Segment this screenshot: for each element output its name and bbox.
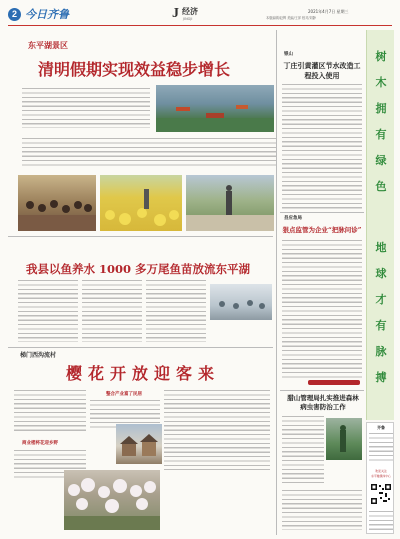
- sidebar-line-1: 欢迎关注: [374, 469, 387, 473]
- masthead-rule: [8, 25, 392, 26]
- sidebar-title: 齐鲁: [377, 425, 385, 430]
- cherry-photo: [64, 470, 160, 530]
- sidebar-box: [366, 422, 394, 534]
- editor-line: 本版编辑/赵辉 美编/王萍 校对/刘静: [266, 16, 316, 20]
- right-top-headline: 丁庄引黄灌区节水改造工程投入使用: [283, 61, 361, 80]
- fish-headline: 我县以鱼养水 1000 多万尾鱼苗放流东平湖: [26, 262, 251, 276]
- fish-body-col-3: [146, 280, 206, 342]
- lead-headline: 清明假期实现效益稳步增长: [38, 60, 231, 79]
- cherry-body-col-1: [14, 390, 86, 434]
- lead-photo-lake: [156, 85, 274, 132]
- lead-story: [8, 30, 273, 235]
- sidebar-footer-text: [369, 511, 393, 531]
- village-photo: [116, 424, 162, 464]
- right-mid-banner: [308, 380, 360, 385]
- lead-body-text: [22, 88, 150, 128]
- date-line: 2021年4月7日 星期三: [308, 9, 349, 14]
- column-divider: [276, 30, 277, 535]
- slogan-line-1: 树木拥有绿色: [375, 50, 387, 193]
- sidebar-text: [369, 433, 393, 463]
- lead-photo-rapeseed: [100, 175, 182, 231]
- divider: [280, 212, 364, 213]
- slogan-panel: [366, 30, 394, 420]
- lead-body-text-2: [22, 138, 276, 168]
- section-letter: J: [172, 6, 179, 21]
- lead-photo-park: [186, 175, 274, 231]
- divider: [8, 236, 273, 237]
- section-name: 经济: [182, 7, 198, 16]
- cherry-sub-1: 商业楼将花迎乡野: [22, 441, 58, 446]
- fish-body-col-1: [18, 280, 78, 342]
- right-mid-headline: 狠点监管为企业“把脉问诊”: [282, 226, 362, 234]
- masthead: [8, 6, 392, 30]
- fish-photo: [210, 284, 272, 320]
- divider: [8, 347, 273, 348]
- right-mid-kicker: 县应急局: [284, 216, 302, 221]
- divider: [280, 390, 364, 391]
- right-top-body: [282, 84, 362, 210]
- fish-story: [8, 240, 273, 345]
- cherry-headline: 樱花开放迎客来: [66, 364, 221, 383]
- lead-photo-crowd: [18, 175, 96, 231]
- right-bottom-body-2: [282, 490, 362, 530]
- right-column: [276, 30, 364, 535]
- fish-body-col-2: [82, 280, 142, 342]
- cherry-story: [8, 350, 273, 535]
- cherry-kicker: 梯门西沟流村: [20, 352, 57, 359]
- slogan-line-2: 地球才有脉搏: [375, 241, 387, 384]
- cherry-body-col-3: [164, 390, 270, 470]
- right-bottom-photo: [326, 418, 362, 460]
- right-bottom-body: [282, 416, 324, 486]
- page-number: 2: [8, 8, 21, 21]
- paper-logo: 今日齐鲁: [25, 8, 69, 21]
- sidebar-line-2: 东平融媒体中心: [371, 474, 391, 478]
- cherry-sub-2: 整合产业富了民居: [106, 392, 142, 397]
- right-mid-body: [282, 240, 362, 380]
- lead-kicker: 东平湖景区: [28, 40, 68, 50]
- qr-code-icon: [370, 483, 392, 505]
- boat-icon: [156, 85, 274, 132]
- right-bottom-headline: 腊山管理局扎实推进森林病虫害防治工作: [287, 394, 359, 411]
- right-top-kicker: 银山: [284, 52, 293, 57]
- section-sub: JINGJI: [183, 17, 193, 21]
